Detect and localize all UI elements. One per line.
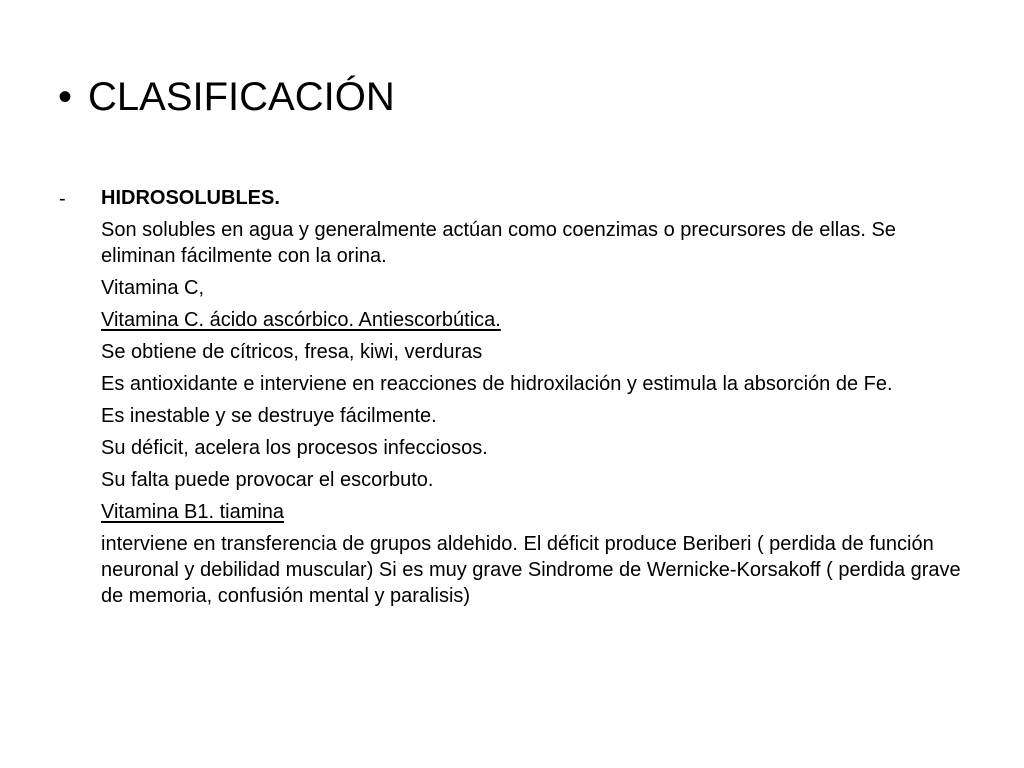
subheading-vitamin-c: Vitamina C. ácido ascórbico. Antiescorbútica. — [101, 309, 501, 331]
section-heading: HIDROSOLUBLES. — [101, 187, 280, 209]
paragraph-deficit: Su déficit, acelera los procesos infecciosos. — [101, 437, 488, 459]
paragraph-thiamine: interviene en transferencia de grupos aldehido. El déficit produce Beriberi ( perdida de función neuronal y debilidad muscular) Si es muy grave Sindrome de Wernicke-Korsakoff ( perdida grave de memoria, confusión mental y paralisis) — [101, 533, 961, 607]
subheading-vitamin-b1: Vitamina B1. tiamina — [101, 501, 285, 523]
title-text: CLASIFICACIÓN — [88, 75, 395, 119]
paragraph-unstable: Es inestable y se destruye fácilmente. — [101, 405, 437, 427]
paragraph-scurvy: Su falta puede provocar el escorbuto. — [101, 469, 434, 491]
paragraph-description: Son solubles en agua y generalmente actúan como coenzimas o precursores de ellas. Se eliminan fácilmente con la orina. — [101, 219, 896, 267]
paragraph-vitamin-c-label: Vitamina C, — [101, 277, 205, 299]
paragraph-sources: Se obtiene de cítricos, fresa, kiwi, verduras — [101, 341, 483, 363]
list-dash-marker: - — [59, 188, 66, 210]
slide-title — [58, 72, 395, 122]
section-content — [101, 185, 961, 615]
title-bullet: • — [58, 75, 73, 119]
paragraph-antioxidant: Es antioxidante e interviene en reacciones de hidroxilación y estimula la absorción de Fe. — [101, 373, 893, 395]
